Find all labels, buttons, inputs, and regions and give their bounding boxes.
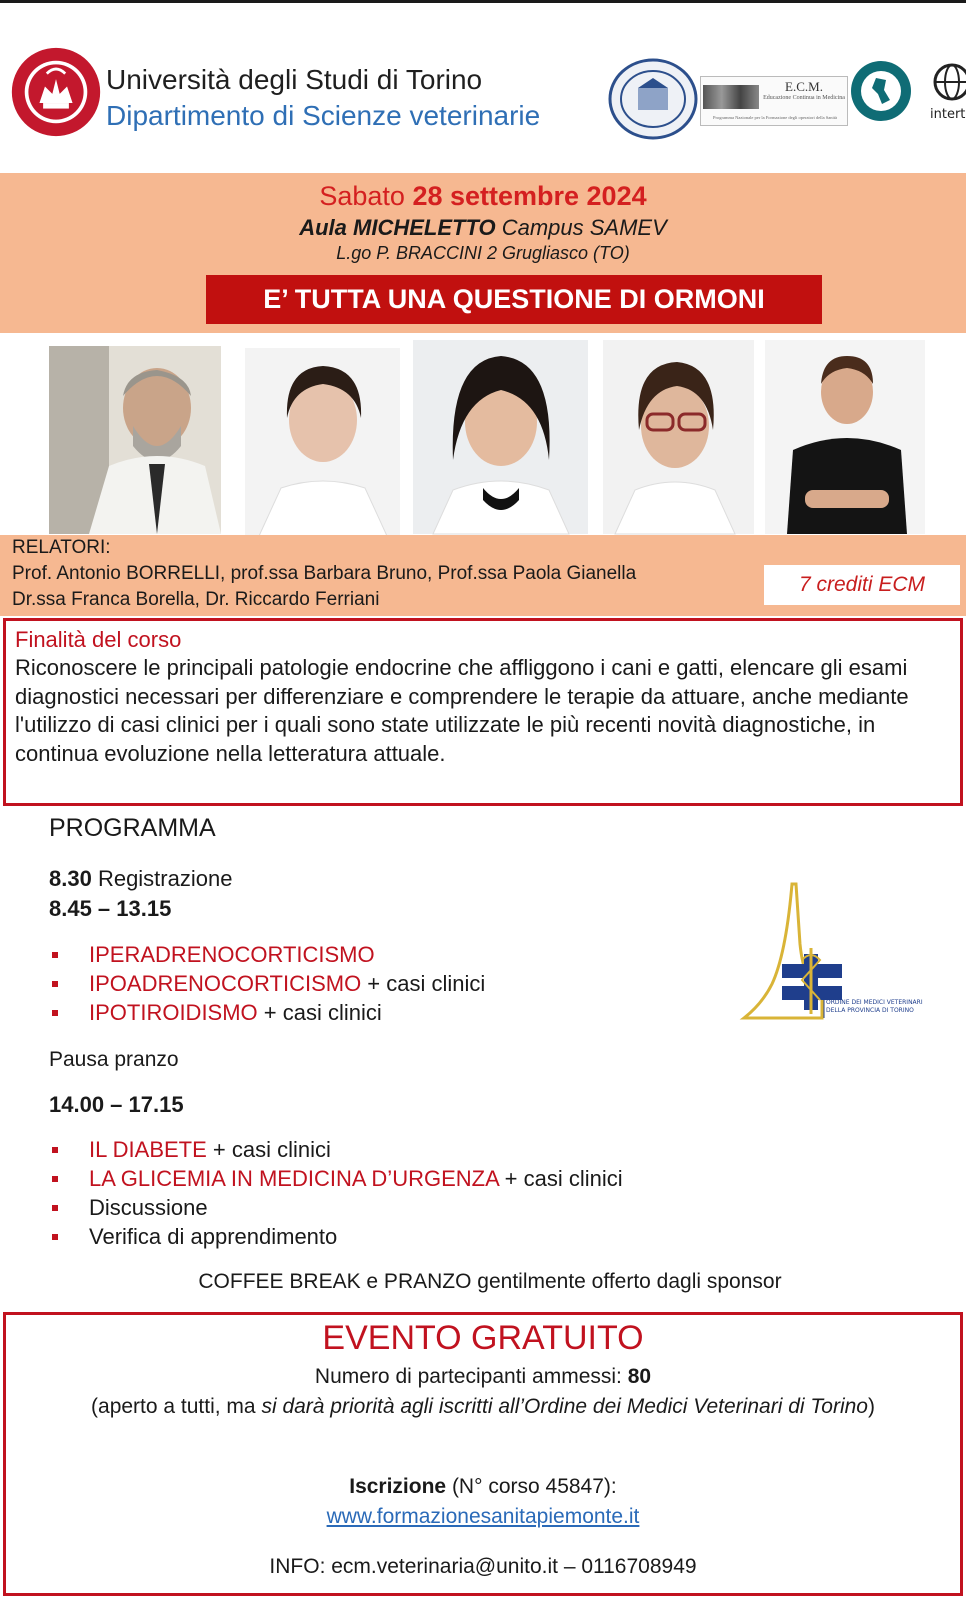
priority-italic: si darà priorità agli iscritti all’Ordine dei Medici Veterinari di Torino	[261, 1395, 868, 1418]
accredia-logo	[850, 60, 912, 122]
topic-title: IPOTIROIDISMO	[89, 1000, 258, 1025]
topic-suffix: + casi clinici	[361, 971, 486, 996]
course-number: (N° corso 45847):	[446, 1475, 617, 1498]
topic-suffix: + casi clinici	[206, 1137, 331, 1162]
speaker-photo-4	[603, 340, 754, 534]
participants-label: Numero di partecipanti ammessi:	[314, 1365, 628, 1388]
afternoon-topics-list	[52, 1135, 623, 1251]
free-event-box	[3, 1312, 963, 1596]
priority-note	[6, 1393, 960, 1421]
topic-title: IL DIABETE	[89, 1137, 207, 1162]
event-address: L.go P. BRACCINI 2 Grugliasco (TO)	[336, 243, 630, 263]
morning-session-time: 8.45 – 13.15	[49, 896, 172, 921]
ordine-medici-veterinari-logo	[742, 884, 923, 1034]
department-name: Dipartimento di Scienze veterinarie	[106, 100, 541, 131]
bullet-icon	[52, 1010, 58, 1016]
course-goals-text: Riconoscere le principali patologie endocrine che affliggono i cani e gatti, elencare gli esami diagnostici necessari per differenziare e comprendere le terapie da attuare, anche mediante l'utilizzo di casi clinici per i quali sono state utilizzate le più recenti novità diagnostiche, in continua evoluzione nella letteratura attuale.	[15, 655, 909, 766]
registration-label: Registrazione	[91, 866, 233, 891]
event-date	[0, 181, 966, 212]
free-event-title: EVENTO GRATUITO	[322, 1319, 644, 1357]
list-item	[52, 1193, 623, 1222]
sponsor-note: COFFEE BREAK e PRANZO gentilmente offerto dagli sponsor	[198, 1270, 782, 1293]
participants-value: 80	[627, 1365, 652, 1388]
list-item	[52, 1164, 623, 1193]
venue-campus: Campus SAMEV	[495, 215, 667, 240]
ecm-logo-subtitle: Educazione Continua in Medicina	[763, 95, 845, 101]
topic-title: IPOADRENOCORTICISMO	[89, 971, 362, 996]
speakers-list-line-1: Prof. Antonio BORRELLI, prof.ssa Barbara Bruno, Prof.ssa Paola Gianella	[12, 563, 637, 584]
course-goals-title: Finalità del corso	[15, 627, 182, 652]
afternoon-session-time: 14.00 – 17.15	[49, 1092, 184, 1117]
topic-title: LA GLICEMIA IN MEDICINA D’URGENZA	[89, 1166, 499, 1191]
topic-suffix: + casi clinici	[257, 1000, 382, 1025]
intertek-logo	[930, 60, 966, 140]
speakers-list-line-2: Dr.ssa Franca Borella, Dr. Riccardo Ferriani	[12, 589, 380, 610]
bullet-icon	[52, 952, 58, 958]
bullet-icon	[52, 1234, 58, 1240]
event-venue	[0, 215, 966, 241]
academy-seal-logo	[608, 58, 698, 140]
bullet-icon	[52, 1147, 58, 1153]
ecm-logo-photo	[703, 85, 759, 109]
registration-link[interactable]: www.formazionesanitapiemonte.it	[326, 1505, 640, 1528]
unito-seal-logo	[10, 46, 102, 138]
list-item	[52, 998, 485, 1027]
ecm-logo	[700, 76, 848, 126]
program-title: PROGRAMMA	[49, 814, 216, 842]
registration-time: 8.30	[49, 866, 92, 891]
priority-suffix: )	[867, 1395, 875, 1418]
ecm-logo-title: E.C.M.	[785, 79, 823, 94]
topic-title: Discussione	[89, 1195, 208, 1220]
list-item	[52, 940, 485, 969]
ecm-credits-badge: 7 crediti ECM	[764, 565, 960, 605]
venue-room: Aula MICHELETTO	[299, 215, 496, 240]
list-item	[52, 969, 485, 998]
speakers-strip	[0, 535, 966, 616]
bullet-icon	[52, 1205, 58, 1211]
registration-bold: Iscrizione	[349, 1475, 447, 1498]
omv-name-line-1: ORDINE DEI MEDICI VETERINARI	[826, 999, 923, 1006]
bullet-icon	[52, 981, 58, 987]
priority-prefix: (aperto a tutti, ma	[91, 1395, 262, 1418]
date-value: 28 settembre 2024	[412, 181, 647, 211]
event-banner	[0, 173, 966, 333]
speaker-photo-1	[49, 346, 221, 534]
ecm-logo-caption: Programma Nazionale per la Formazione degli operatori della Sanità	[713, 115, 837, 120]
course-goals-box	[3, 618, 963, 806]
topic-title: Verifica di apprendimento	[89, 1224, 338, 1249]
registration-line	[49, 866, 232, 892]
list-item	[52, 1135, 623, 1164]
registration-info	[6, 1475, 960, 1499]
omv-name-line-2: DELLA PROVINCIA DI TORINO	[826, 1007, 914, 1014]
topic-suffix: + casi clinici	[498, 1166, 623, 1191]
bullet-icon	[52, 1176, 58, 1182]
contact-info: INFO: ecm.veterinaria@unito.it – 0116708949	[269, 1555, 697, 1578]
speaker-photo-2	[245, 348, 400, 536]
participants-line	[6, 1365, 960, 1389]
lunch-break: Pausa pranzo	[49, 1048, 179, 1071]
speaker-photo-5	[765, 340, 925, 534]
university-name: Università degli Studi di Torino	[106, 64, 483, 95]
intertek-label: intert	[930, 107, 966, 122]
event-title: E’ TUTTA UNA QUESTIONE DI ORMONI	[206, 275, 822, 324]
date-prefix: Sabato	[319, 181, 413, 211]
speaker-photos	[0, 346, 966, 536]
top-border	[0, 0, 966, 3]
morning-topics-list	[52, 940, 485, 1027]
header	[0, 40, 966, 150]
speaker-photo-3	[413, 340, 588, 534]
list-item	[52, 1222, 623, 1251]
topic-title: IPERADRENOCORTICISMO	[89, 942, 375, 967]
speakers-label: RELATORI:	[12, 537, 111, 558]
